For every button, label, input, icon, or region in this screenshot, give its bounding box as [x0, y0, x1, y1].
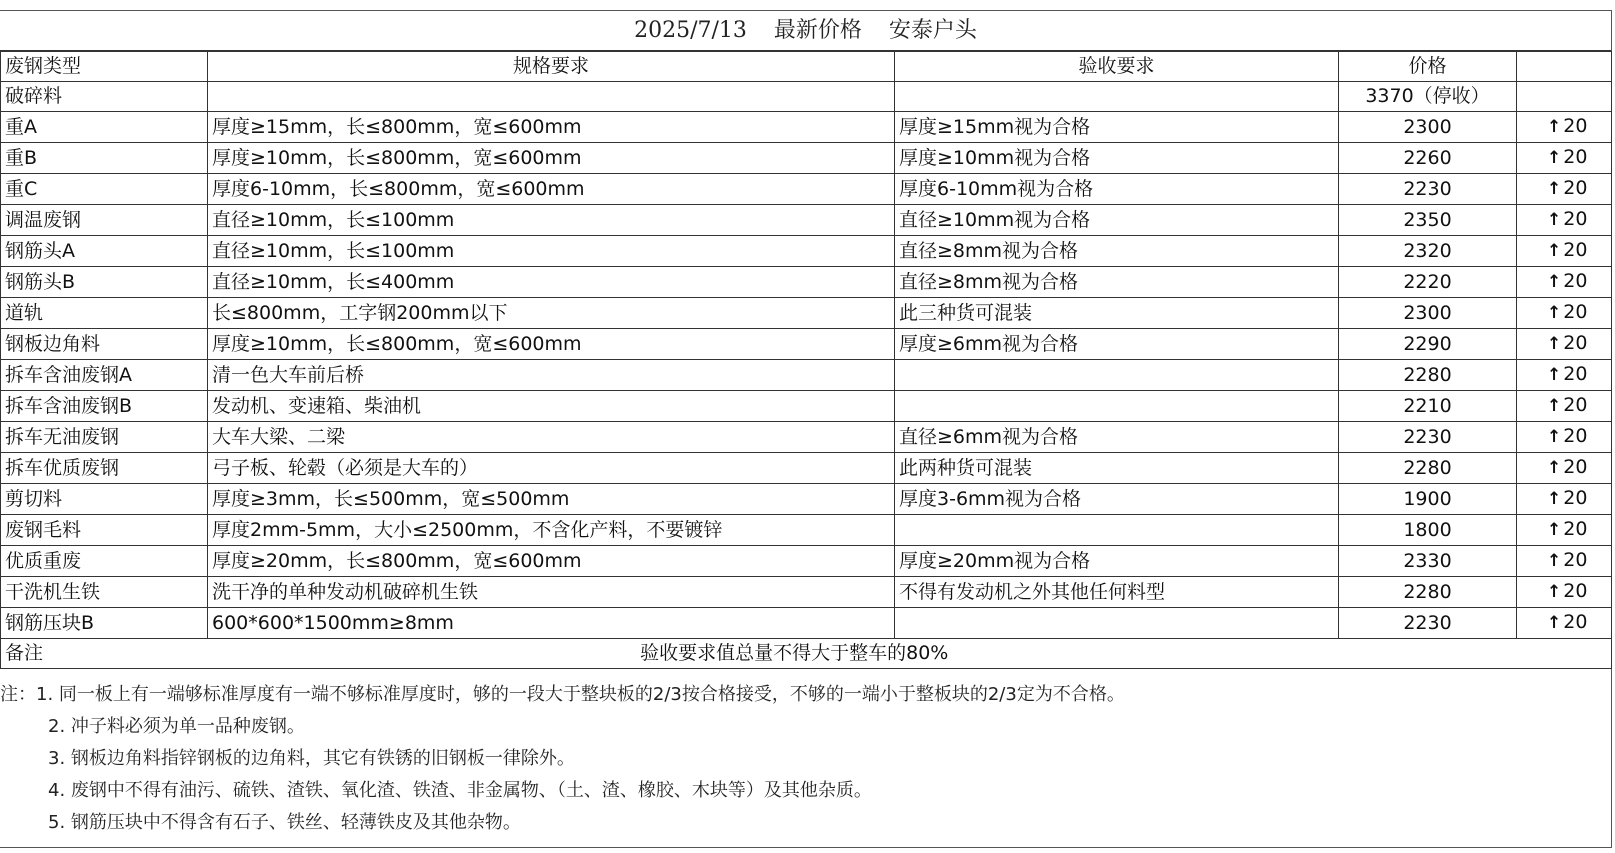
cell-change: [1517, 205, 1612, 236]
cell-spec: 弓子板、轮毂（必须是大车的）: [208, 453, 895, 484]
title-subtitle: 最新价格: [773, 18, 862, 43]
up-arrow-icon: ↑: [1547, 520, 1562, 540]
cell-change: [1517, 174, 1612, 205]
cell-type: 剪切料: [1, 484, 208, 515]
change-value: 20: [1563, 208, 1588, 230]
column-header-acceptance: 验收要求: [895, 52, 1339, 82]
change-value: 20: [1563, 301, 1588, 323]
column-header-change: [1517, 52, 1612, 82]
cell-acceptance: [895, 360, 1339, 391]
cell-price: 2290: [1339, 329, 1517, 360]
cell-price: 3370（停收）: [1339, 82, 1517, 112]
change-value: 20: [1563, 332, 1588, 354]
table-row: [1, 391, 1612, 422]
cell-type: 钢筋头B: [1, 267, 208, 298]
cell-price: 2300: [1339, 112, 1517, 143]
cell-acceptance: 厚度≥20mm视为合格: [895, 546, 1339, 577]
cell-price: 2280: [1339, 453, 1517, 484]
note-item: 2. 冲子料必须为单一品种废钢。: [48, 716, 305, 737]
price-table: [0, 51, 1612, 669]
up-arrow-icon: ↑: [1547, 272, 1562, 292]
cell-type: 钢筋头A: [1, 236, 208, 267]
column-header-type: 废钢类型: [1, 52, 208, 82]
table-row: [1, 360, 1612, 391]
cell-spec: 厚度≥10mm，长≤800mm，宽≤600mm: [208, 329, 895, 360]
table-row: [1, 546, 1612, 577]
title-date: 2025/7/13: [634, 18, 747, 43]
cell-price: 2210: [1339, 391, 1517, 422]
cell-spec: 清一色大车前后桥: [208, 360, 895, 391]
cell-type: 干洗机生铁: [1, 577, 208, 608]
up-arrow-icon: ↑: [1547, 179, 1562, 199]
table-row: [1, 577, 1612, 608]
cell-acceptance: [895, 608, 1339, 639]
cell-spec: 厚度≥15mm，长≤800mm，宽≤600mm: [208, 112, 895, 143]
change-value: 20: [1563, 518, 1588, 540]
cell-acceptance: [895, 391, 1339, 422]
cell-change: [1517, 298, 1612, 329]
cell-spec: 直径≥10mm，长≤100mm: [208, 205, 895, 236]
cell-price: 2300: [1339, 298, 1517, 329]
cell-acceptance: 厚度≥15mm视为合格: [895, 112, 1339, 143]
cell-acceptance: 此两种货可混装: [895, 453, 1339, 484]
remark-label: 备注: [1, 639, 208, 669]
cell-type: 拆车无油废钢: [1, 422, 208, 453]
up-arrow-icon: ↑: [1547, 148, 1562, 168]
cell-type: 拆车含油废钢A: [1, 360, 208, 391]
cell-type: 拆车优质废钢: [1, 453, 208, 484]
change-value: 20: [1563, 611, 1588, 633]
remark-text: 验收要求值总量不得大于整车的80%: [208, 639, 1612, 669]
cell-acceptance: 直径≥10mm视为合格: [895, 205, 1339, 236]
cell-price: 2280: [1339, 577, 1517, 608]
change-value: 20: [1563, 177, 1588, 199]
up-arrow-icon: ↑: [1547, 334, 1562, 354]
change-value: 20: [1563, 115, 1588, 137]
up-arrow-icon: ↑: [1547, 551, 1562, 571]
cell-spec: 长≤800mm，工字钢200mm以下: [208, 298, 895, 329]
cell-type: 破碎料: [1, 82, 208, 112]
cell-type: 钢板边角料: [1, 329, 208, 360]
cell-price: 2330: [1339, 546, 1517, 577]
cell-acceptance: [895, 82, 1339, 112]
cell-change: [1517, 608, 1612, 639]
cell-change: [1517, 143, 1612, 174]
cell-change: [1517, 236, 1612, 267]
change-value: 20: [1563, 580, 1588, 602]
change-value: 20: [1563, 363, 1588, 385]
cell-spec: [208, 82, 895, 112]
up-arrow-icon: ↑: [1547, 210, 1562, 230]
change-value: 20: [1563, 456, 1588, 478]
change-value: 20: [1563, 239, 1588, 261]
table-row: [1, 298, 1612, 329]
up-arrow-icon: ↑: [1547, 303, 1562, 323]
cell-change: [1517, 484, 1612, 515]
up-arrow-icon: ↑: [1547, 582, 1562, 602]
cell-price: 2220: [1339, 267, 1517, 298]
cell-acceptance: [895, 515, 1339, 546]
cell-acceptance: 直径≥8mm视为合格: [895, 236, 1339, 267]
up-arrow-icon: ↑: [1547, 241, 1562, 261]
cell-type: 拆车含油废钢B: [1, 391, 208, 422]
cell-type: 道轨: [1, 298, 208, 329]
cell-change: [1517, 360, 1612, 391]
cell-change: [1517, 515, 1612, 546]
change-value: 20: [1563, 487, 1588, 509]
table-row: [1, 143, 1612, 174]
table-row: [1, 174, 1612, 205]
up-arrow-icon: ↑: [1547, 458, 1562, 478]
cell-acceptance: 厚度≥10mm视为合格: [895, 143, 1339, 174]
note-item: 注：1. 同一板上有一端够标准厚度有一端不够标准厚度时，够的一段大于整块板的2/3按合格接受，不够的一端小于整板块的2/3定为不合格。: [0, 684, 1125, 705]
table-row: [1, 236, 1612, 267]
table-row: [1, 515, 1612, 546]
note-item: 4. 废钢中不得有油污、硫铁、渣铁、氧化渣、铁渣、非金属物、（土、渣、橡胶、木块等）及其他杂质。: [48, 780, 872, 801]
cell-price: 1800: [1339, 515, 1517, 546]
cell-price: 2230: [1339, 174, 1517, 205]
cell-acceptance: 此三种货可混装: [895, 298, 1339, 329]
cell-spec: 厚度≥10mm，长≤800mm，宽≤600mm: [208, 143, 895, 174]
table-row: [1, 267, 1612, 298]
table-row: [1, 453, 1612, 484]
cell-change: [1517, 82, 1612, 112]
cell-acceptance: 厚度≥6mm视为合格: [895, 329, 1339, 360]
change-value: 20: [1563, 146, 1588, 168]
table-row: [1, 484, 1612, 515]
cell-spec: 厚度6-10mm，长≤800mm，宽≤600mm: [208, 174, 895, 205]
cell-spec: 厚度≥3mm，长≤500mm，宽≤500mm: [208, 484, 895, 515]
cell-spec: 厚度≥20mm，长≤800mm，宽≤600mm: [208, 546, 895, 577]
cell-spec: 发动机、变速箱、柴油机: [208, 391, 895, 422]
cell-type: 重B: [1, 143, 208, 174]
price-sheet: [0, 10, 1612, 848]
table-row: [1, 112, 1612, 143]
cell-price: 2230: [1339, 608, 1517, 639]
table-row: [1, 82, 1612, 112]
notes-section: [0, 679, 1605, 839]
cell-change: [1517, 112, 1612, 143]
cell-price: 1900: [1339, 484, 1517, 515]
cell-type: 废钢毛料: [1, 515, 208, 546]
remark-row: [1, 639, 1612, 669]
column-header-spec: 规格要求: [208, 52, 895, 82]
cell-spec: 厚度2mm-5mm，大小≤2500mm，不含化产料，不要镀锌: [208, 515, 895, 546]
table-row: [1, 608, 1612, 639]
cell-type: 重C: [1, 174, 208, 205]
sheet-title: [0, 11, 1611, 51]
table-row: [1, 205, 1612, 236]
cell-change: [1517, 453, 1612, 484]
cell-price: 2320: [1339, 236, 1517, 267]
note-item: 3. 钢板边角料指锌钢板的边角料，其它有铁锈的旧钢板一律除外。: [48, 748, 575, 769]
up-arrow-icon: ↑: [1547, 365, 1562, 385]
column-header-price: 价格: [1339, 52, 1517, 82]
cell-spec: 直径≥10mm，长≤400mm: [208, 267, 895, 298]
cell-acceptance: 直径≥8mm视为合格: [895, 267, 1339, 298]
cell-change: [1517, 329, 1612, 360]
table-row: [1, 422, 1612, 453]
cell-type: 钢筋压块B: [1, 608, 208, 639]
up-arrow-icon: ↑: [1547, 117, 1562, 137]
cell-price: 2280: [1339, 360, 1517, 391]
title-location: 安泰户头: [888, 18, 977, 43]
up-arrow-icon: ↑: [1547, 396, 1562, 416]
up-arrow-icon: ↑: [1547, 613, 1562, 633]
cell-acceptance: 厚度6-10mm视为合格: [895, 174, 1339, 205]
cell-acceptance: 不得有发动机之外其他任何料型: [895, 577, 1339, 608]
cell-change: [1517, 577, 1612, 608]
change-value: 20: [1563, 425, 1588, 447]
cell-price: 2350: [1339, 205, 1517, 236]
change-value: 20: [1563, 394, 1588, 416]
cell-type: 调温废钢: [1, 205, 208, 236]
change-value: 20: [1563, 549, 1588, 571]
note-item: 5. 钢筋压块中不得含有石子、铁丝、轻薄铁皮及其他杂物。: [48, 812, 521, 833]
cell-spec: 600*600*1500mm≥8mm: [208, 608, 895, 639]
cell-acceptance: 厚度3-6mm视为合格: [895, 484, 1339, 515]
cell-change: [1517, 546, 1612, 577]
cell-acceptance: 直径≥6mm视为合格: [895, 422, 1339, 453]
up-arrow-icon: ↑: [1547, 427, 1562, 447]
cell-change: [1517, 267, 1612, 298]
cell-price: 2260: [1339, 143, 1517, 174]
change-value: 20: [1563, 270, 1588, 292]
cell-type: 优质重废: [1, 546, 208, 577]
cell-spec: 洗干净的单种发动机破碎机生铁: [208, 577, 895, 608]
table-header-row: [1, 52, 1612, 82]
cell-change: [1517, 391, 1612, 422]
table-row: [1, 329, 1612, 360]
cell-spec: 直径≥10mm，长≤100mm: [208, 236, 895, 267]
cell-type: 重A: [1, 112, 208, 143]
cell-price: 2230: [1339, 422, 1517, 453]
up-arrow-icon: ↑: [1547, 489, 1562, 509]
cell-change: [1517, 422, 1612, 453]
cell-spec: 大车大梁、二梁: [208, 422, 895, 453]
